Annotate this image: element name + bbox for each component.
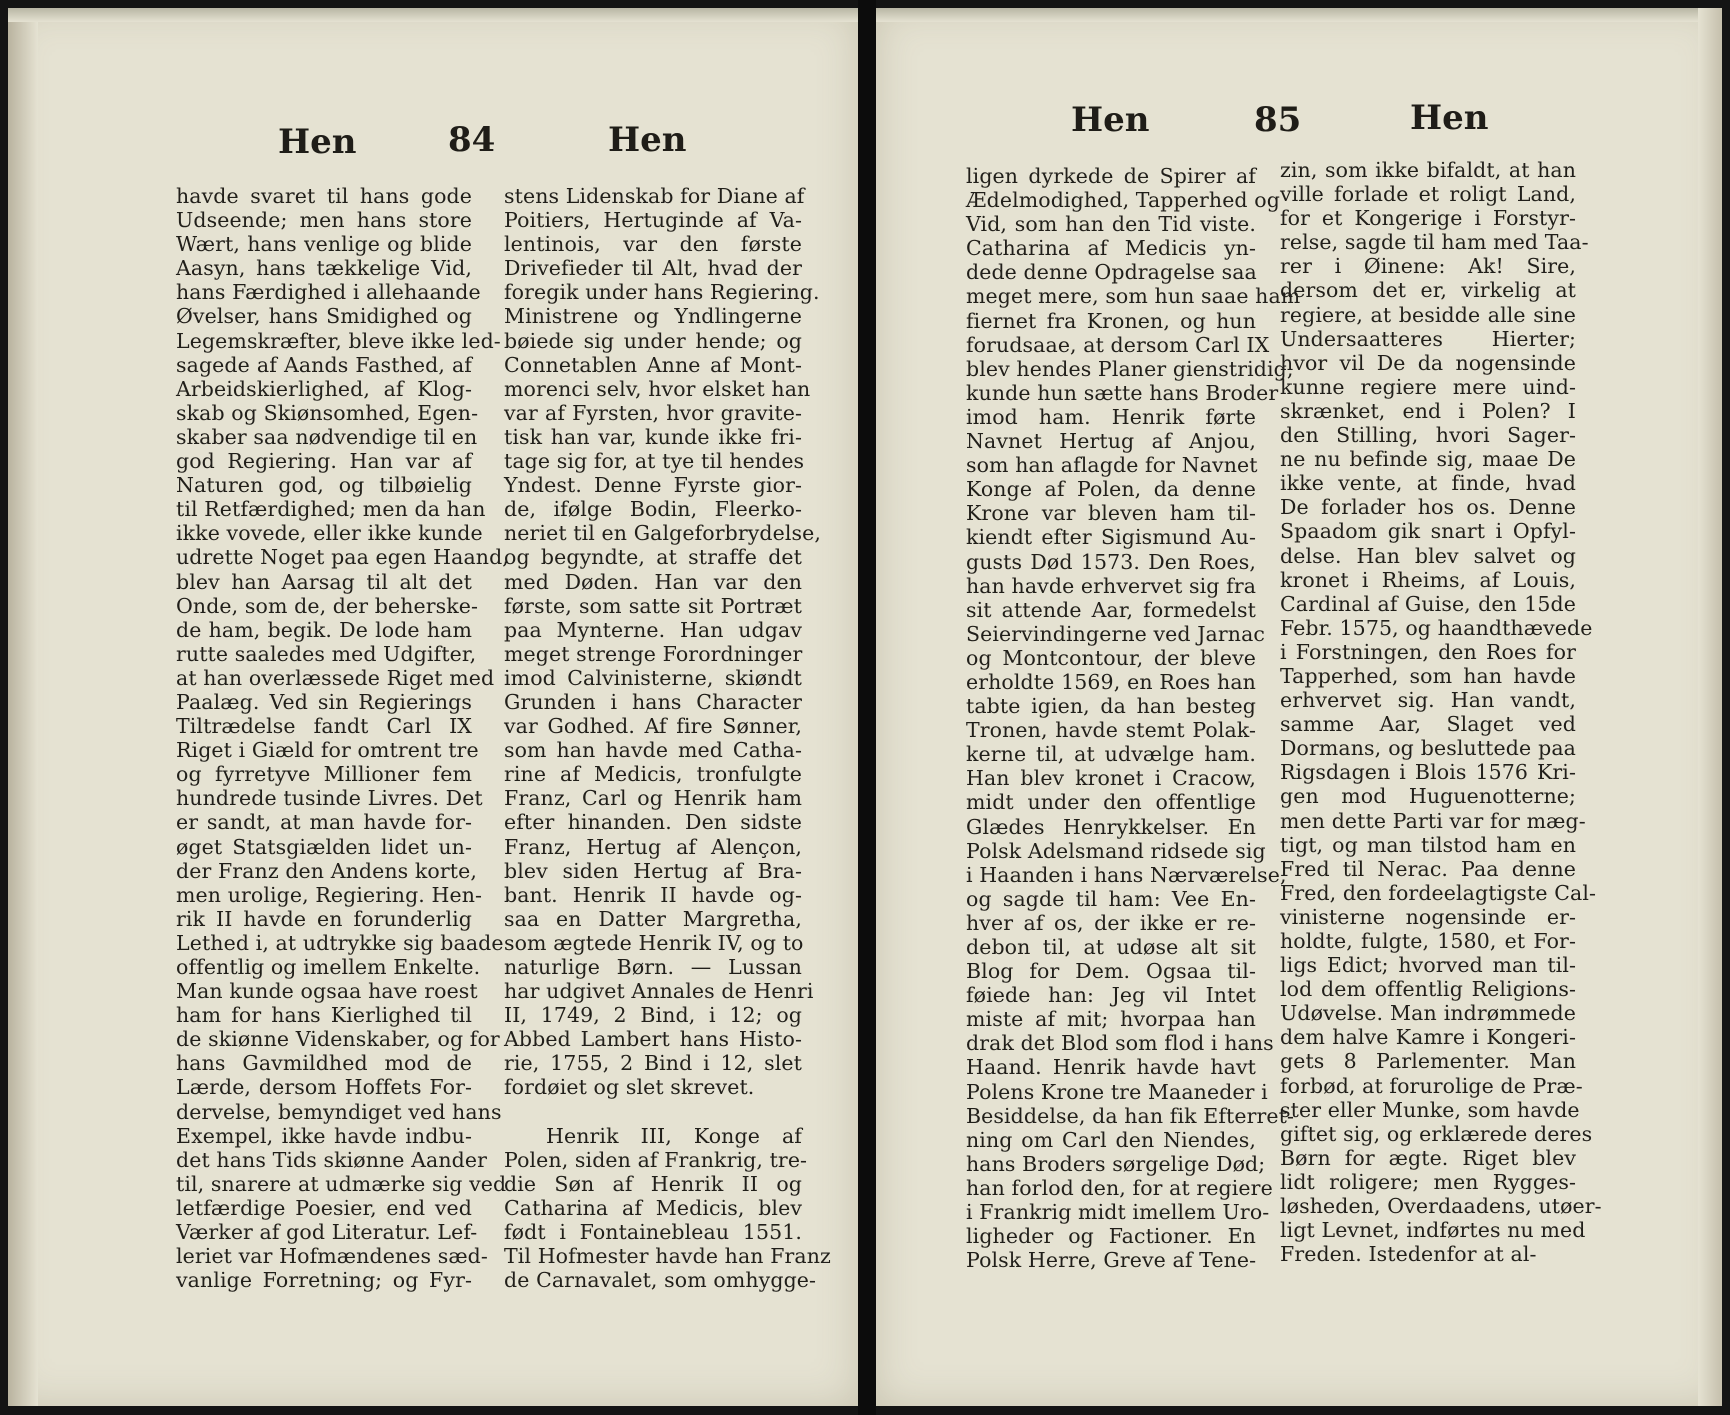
text-line: i Haanden i hans Nærværelse, xyxy=(966,862,1287,887)
text-line: født i Fontainebleau 1551. xyxy=(504,1219,802,1244)
text-line: Lethed i, at udtrykke sig baade xyxy=(176,930,504,955)
text-line: Udøvelse. Man indrømmede xyxy=(1280,1001,1576,1026)
text-line: Glædes Henrykkelser. En xyxy=(966,814,1256,839)
text-line: Tronen, havde stemt Polak- xyxy=(966,718,1256,743)
text-line: gusts Død 1573. Den Roes, xyxy=(966,549,1256,574)
text-line: Polen, siden af Frankrig, tre- xyxy=(504,1147,808,1172)
text-line: Aasyn, hans tækkelige Vid, xyxy=(176,256,472,281)
text-line: men dette Parti var for mæg- xyxy=(1280,808,1586,833)
text-line: giftet sig, og erklærede deres xyxy=(1280,1121,1593,1146)
text-line: Yndest. Denne Fyrste gior- xyxy=(504,473,802,498)
text-line: ligheder og Factioner. En xyxy=(966,1224,1256,1249)
text-line: rie, 1755, 2 Bind i 12, slet xyxy=(504,1051,802,1076)
text-line: letfærdige Poesier, end ved xyxy=(176,1195,472,1220)
text-line: de, ifølge Bodin, Fleerko- xyxy=(504,497,802,522)
text-line: Fred, den fordeelagtigste Cal- xyxy=(1280,880,1597,905)
text-line: Øvelser, hans Smidighed og xyxy=(176,304,472,329)
text-line: Polsk Adelsmand ridsede sig xyxy=(966,838,1266,863)
page-edge-shadow xyxy=(876,8,1722,22)
text-line: men urolige, Regiering. Hen- xyxy=(176,882,483,907)
text-column-left xyxy=(966,164,1301,1273)
page-edge-shadow xyxy=(8,8,858,22)
text-line: foregik under hans Regiering. xyxy=(504,280,820,305)
text-line: var Godhed. Af fire Sønner, xyxy=(504,714,802,739)
text-line: Riget i Giæld for omtrent tre xyxy=(176,738,479,763)
text-line: midt under den offentlige xyxy=(966,790,1256,815)
text-line: Haand. Henrik havde havt xyxy=(966,1055,1256,1080)
text-line: Dormans, og besluttede paa xyxy=(1280,736,1576,761)
text-line: De forlader hos os. Denne xyxy=(1280,495,1576,520)
text-line: havde svaret til hans gode xyxy=(176,184,472,208)
text-line: holdte, fulgte, 1580, et For- xyxy=(1280,929,1576,953)
text-line: bøiede sig under hende; og xyxy=(504,328,802,353)
text-line: ville forlade et roligt Land, xyxy=(1280,182,1576,207)
text-line: gets 8 Parlementer. Man xyxy=(1280,1049,1576,1074)
text-line: har udgivet Annales de Henri xyxy=(504,979,814,1004)
text-line: Børn for ægte. Riget blev xyxy=(1280,1145,1576,1170)
text-line: han havde erhvervet sig fra xyxy=(966,573,1257,598)
text-line: dersom det er, virkelig at xyxy=(1280,278,1576,303)
text-line: rik II havde en forunderlig xyxy=(176,906,472,931)
text-line: sagede af Aands Fasthed, af xyxy=(176,352,472,377)
text-line: ligs Edict; hvorved man til- xyxy=(1280,953,1576,978)
text-line: Connetablen Anne af Mont- xyxy=(504,352,802,377)
text-line: ster eller Munke, som havde xyxy=(1280,1097,1580,1122)
text-line: han forlod den, for at regiere xyxy=(966,1175,1273,1200)
text-line: hundrede tusinde Livres. Det xyxy=(176,786,483,811)
text-line: Henrik III, Konge af xyxy=(546,1123,802,1148)
text-line: føiede han: Jeg vil Intet xyxy=(966,983,1256,1008)
text-line: dervelse, bemyndiget ved hans xyxy=(176,1099,502,1124)
text-line: delse. Han blev salvet og xyxy=(1280,543,1576,568)
text-line: de ham, begik. De lode ham xyxy=(176,617,472,642)
text-line: erhvervet sig. Han vandt, xyxy=(1280,688,1576,713)
text-line: hvor vil De da nogensinde xyxy=(1280,350,1576,375)
text-line: Spaadom gik snart i Opfyl- xyxy=(1280,519,1576,544)
text-column-right xyxy=(504,184,831,1293)
text-line: den Stilling, hvori Sager- xyxy=(1280,423,1576,448)
text-line: som han aflagde for Navnet xyxy=(966,453,1258,478)
text-line: Naturen god, og tilbøielig xyxy=(176,473,472,498)
text-line: Rigsdagen i Blois 1576 Kri- xyxy=(1280,760,1576,785)
text-line: Poitiers, Hertuginde af Va- xyxy=(504,208,802,233)
text-line: Krone var bleven ham til- xyxy=(966,501,1256,526)
text-line: tisk han var, kunde ikke fri- xyxy=(504,424,802,449)
text-line: imod ham. Henrik førte xyxy=(966,404,1256,429)
text-line: fordøiet og slet skrevet. xyxy=(504,1075,755,1100)
text-line: Polsk Herre, Greve af Tene- xyxy=(966,1248,1257,1273)
text-line: paa Mynterne. Han udgav xyxy=(504,617,802,642)
text-line: kiendt efter Sigismund Au- xyxy=(966,525,1256,550)
text-line: Ædelmodighed, Tapperhed og xyxy=(966,188,1280,213)
text-line: rutte saaledes med Udgifter, xyxy=(176,641,477,666)
text-line: og fyrretyve Millioner fem xyxy=(176,762,472,787)
text-line: Franz, Hertug af Alençon, xyxy=(504,834,802,859)
text-line: tabte igien, da han besteg xyxy=(966,694,1256,719)
text-line: for et Kongerige i Forstyr- xyxy=(1280,206,1576,231)
text-column-right xyxy=(1280,158,1602,1267)
text-line: imod Calvinisterne, skiøndt xyxy=(504,665,802,690)
text-line: at han overlæssede Riget med xyxy=(176,665,495,690)
text-line: fiernet fra Kronen, og hun xyxy=(966,308,1256,333)
text-line: Exempel, ikke havde indbu- xyxy=(176,1123,472,1148)
text-line: hans Broders sørgelige Død; xyxy=(966,1151,1266,1176)
text-line: Arbeidskierlighed, af Klog- xyxy=(176,376,472,401)
text-line: øget Statsgiælden lidet un- xyxy=(176,834,472,859)
page-number: 84 xyxy=(448,120,496,160)
page-number: 85 xyxy=(1254,100,1302,140)
text-line: meget mere, som hun saae ham xyxy=(966,284,1301,309)
text-line: Wært, hans venlige og blide xyxy=(176,232,472,257)
text-line: die Søn af Henrik II og xyxy=(504,1171,802,1196)
text-line: ning om Carl den Niendes, xyxy=(966,1127,1256,1152)
header-right-word: Hen xyxy=(608,120,687,160)
text-line: god Regiering. Han var af xyxy=(176,449,472,474)
text-line: Franz, Carl og Henrik ham xyxy=(504,786,802,811)
text-line: lod dem offentlig Religions- xyxy=(1280,977,1576,1002)
book-spine xyxy=(858,0,876,1415)
text-line: efter hinanden. Den sidste xyxy=(504,810,802,835)
text-line: Freden. Istedenfor at al- xyxy=(1280,1242,1537,1267)
text-line: løsheden, Overdaadens, utøer- xyxy=(1280,1194,1602,1219)
text-line: de Carnavalet, som omhygge- xyxy=(504,1268,817,1293)
text-line: Seiervindingerne ved Jarnac xyxy=(966,621,1265,646)
text-line: regiere, at besidde alle sine xyxy=(1280,302,1576,327)
text-line: Abbed Lambert hans Histo- xyxy=(504,1027,802,1052)
text-line: skrænket, end i Polen? I xyxy=(1280,398,1576,423)
text-line: dem halve Kamre i Kongeri- xyxy=(1280,1025,1576,1050)
text-line: forbød, at forurolige de Præ- xyxy=(1280,1073,1583,1098)
text-line: morenci selv, hvor elsket han xyxy=(504,376,811,401)
text-column-left xyxy=(176,184,509,1293)
text-line: udrette Noget paa egen Haand, xyxy=(176,545,509,570)
text-line: ne nu befinde sig, maae De xyxy=(1280,447,1576,472)
text-line: kunde hun sætte hans Broder xyxy=(966,380,1279,405)
text-line: II, 1749, 2 Bind, i 12; og xyxy=(504,1003,802,1028)
text-line: miste af mit; hvorpaa han xyxy=(966,1007,1256,1032)
text-line: ikke vovede, eller ikke kunde xyxy=(176,521,483,546)
text-line: Man kunde ogsaa have roest xyxy=(176,979,478,1004)
text-line: Catharina af Medicis, blev xyxy=(504,1195,802,1220)
text-line: vinisterne nogensinde er- xyxy=(1280,904,1576,929)
text-line: ligt Levnet, indførtes nu med xyxy=(1280,1218,1586,1243)
text-line: Catharina af Medicis yn- xyxy=(966,236,1256,261)
text-line: var af Fyrsten, hvor gravite- xyxy=(504,400,802,425)
text-line: samme Aar, Slaget ved xyxy=(1280,712,1576,737)
right-book-page xyxy=(876,8,1722,1406)
text-line: til Retfærdighed; men da han xyxy=(176,497,486,522)
text-line: med Døden. Han var den xyxy=(504,569,802,594)
text-line: hans Gavmildhed mod de xyxy=(176,1051,472,1076)
text-line: saa en Datter Margretha, xyxy=(504,906,802,931)
text-line: tage sig for, at tye til hendes xyxy=(504,449,805,474)
text-line: Besiddelse, da han fik Efterret- xyxy=(966,1103,1294,1128)
text-line: relse, sagde til ham med Taa- xyxy=(1280,230,1589,255)
text-line: forudsaae, at dersom Carl IX xyxy=(966,332,1270,357)
text-line: første, som satte sit Portræt xyxy=(504,593,802,618)
text-line: Undersaatteres Hierter; xyxy=(1280,326,1576,351)
text-line: kronet i Rheims, af Louis, xyxy=(1280,567,1576,592)
text-line: Onde, som de, der beherske- xyxy=(176,593,479,618)
text-line: Tiltrædelse fandt Carl IX xyxy=(176,714,472,739)
text-line: er sandt, at man havde for- xyxy=(176,810,472,835)
text-line: som han havde med Catha- xyxy=(504,738,802,763)
text-line: naturlige Børn. — Lussan xyxy=(504,955,802,979)
text-line: debon til, at udøse alt sit xyxy=(966,935,1256,959)
paragraph-gap xyxy=(504,1100,802,1124)
text-line: ikke vente, at finde, hvad xyxy=(1280,471,1576,496)
text-line: Han blev kronet i Cracow, xyxy=(966,766,1256,791)
text-line: gen mod Huguenotterne; xyxy=(1280,784,1576,809)
text-line: Værker af god Literatur. Lef- xyxy=(176,1220,478,1245)
text-line: lentinois, var den første xyxy=(504,232,802,257)
text-line: Legemskræfter, bleve ikke led- xyxy=(176,328,501,353)
header-right-word: Hen xyxy=(1410,98,1489,138)
text-line: Febr. 1575, og haandthævede xyxy=(1280,615,1593,640)
text-line: ligen dyrkede de Spirer af xyxy=(966,164,1256,188)
text-line: skab og Skiønsomhed, Egen- xyxy=(176,400,479,425)
text-line: tigt, og man tilstod ham en xyxy=(1280,832,1576,857)
text-line: Lærde, dersom Hoffets For- xyxy=(176,1075,472,1100)
text-line: og begyndte, at straffe det xyxy=(504,545,802,570)
text-line: Drivefieder til Alt, hvad der xyxy=(504,256,802,281)
text-line: kerne til, at udvælge ham. xyxy=(966,742,1256,767)
text-line: drak det Blod som flod i hans xyxy=(966,1031,1274,1056)
text-line: som ægtede Henrik IV, og to xyxy=(504,930,804,955)
text-line: og Montcontour, der bleve xyxy=(966,645,1256,670)
text-line: leriet var Hofmændenes sæd- xyxy=(176,1244,488,1269)
text-line: Polens Krone tre Maaneder i xyxy=(966,1079,1268,1104)
text-line: meget strenge Forordninger xyxy=(504,641,803,666)
text-line: i Forstningen, den Roes for xyxy=(1280,639,1576,664)
text-line: Blog for Dem. Ogsaa til- xyxy=(966,959,1256,984)
text-line: blev han Aarsag til alt det xyxy=(176,569,472,594)
text-line: bant. Henrik II havde og- xyxy=(504,882,802,907)
text-line: stens Lidenskab for Diane af xyxy=(504,184,805,208)
text-line: ham for hans Kierlighed til xyxy=(176,1003,472,1028)
header-left-word: Hen xyxy=(278,122,357,162)
text-line: i Frankrig midt imellem Uro- xyxy=(966,1200,1270,1225)
header-left-word: Hen xyxy=(1071,100,1150,140)
text-line: Tapperhed, som han havde xyxy=(1280,663,1576,688)
text-line: Paalæg. Ved sin Regierings xyxy=(176,689,472,714)
text-line: Til Hofmester havde han Franz xyxy=(504,1244,831,1269)
text-line: skaber saa nødvendige til en xyxy=(176,424,478,449)
text-line: hver af os, der ikke er re- xyxy=(966,910,1256,935)
text-line: sit attende Aar, formedelst xyxy=(966,597,1256,622)
text-line: der Franz den Andens korte, xyxy=(176,858,477,883)
text-line: zin, som ikke bifaldt, at han xyxy=(1280,158,1576,182)
text-line: offentlig og imellem Enkelte. xyxy=(176,955,481,979)
text-line: og sagde til ham: Vee En- xyxy=(966,886,1256,911)
text-line: de skiønne Videnskaber, og for xyxy=(176,1027,500,1052)
text-line: dede denne Opdragelse saa xyxy=(966,260,1257,285)
text-line: rine af Medicis, tronfulgte xyxy=(504,762,802,787)
text-line: erholdte 1569, en Roes han xyxy=(966,669,1256,694)
text-line: det hans Tids skiønne Aander xyxy=(176,1147,488,1172)
text-line: Ministrene og Yndlingerne xyxy=(504,304,802,329)
text-line: hans Færdighed i allehaande xyxy=(176,280,481,305)
text-line: rer i Øinene: Ak! Sire, xyxy=(1280,254,1576,279)
text-line: lidt roligere; men Rygges- xyxy=(1280,1169,1576,1194)
text-line: kunne regiere mere uind- xyxy=(1280,374,1576,399)
text-line: Cardinal af Guise, den 15de xyxy=(1280,591,1576,616)
text-line: blev hendes Planer gienstridig, xyxy=(966,356,1294,381)
text-line: neriet til en Galgeforbrydelse, xyxy=(504,521,822,546)
text-line: Vid, som han den Tid viste. xyxy=(966,212,1256,237)
text-line: Udseende; men hans store xyxy=(176,208,472,233)
text-line: til, snarere at udmærke sig ved xyxy=(176,1171,507,1196)
text-line: Grunden i hans Character xyxy=(504,689,802,714)
text-line: Konge af Polen, da denne xyxy=(966,477,1256,502)
text-line: vanlige Forretning; og Fyr- xyxy=(176,1268,472,1293)
text-line: blev siden Hertug af Bra- xyxy=(504,858,802,883)
left-book-page xyxy=(8,8,858,1406)
text-line: Fred til Nerac. Paa denne xyxy=(1280,856,1576,881)
text-line: Navnet Hertug af Anjou, xyxy=(966,429,1256,454)
